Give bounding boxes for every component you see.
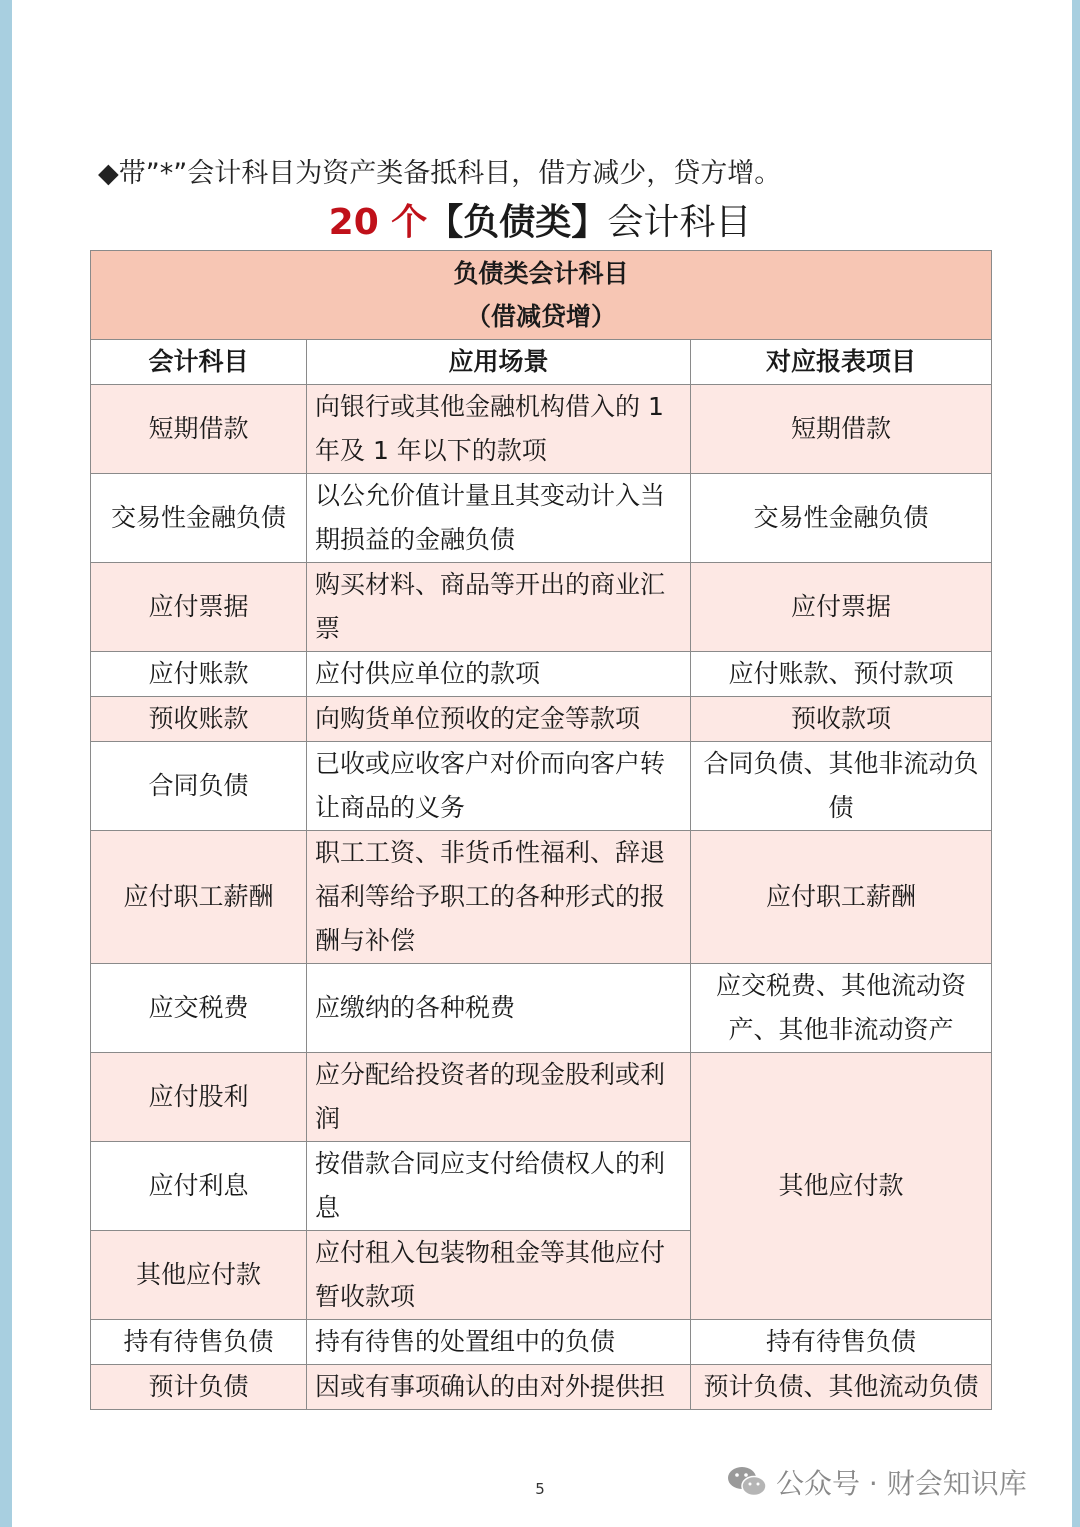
page-title [0,198,1080,248]
cell-report: 预收款项 [691,697,992,742]
cell-report: 应付职工薪酬 [691,831,992,964]
cell-subject: 应付利息 [91,1142,307,1231]
table-row [91,964,992,1053]
header-scenario: 应用场景 [307,340,691,385]
cell-subject: 应付账款 [91,652,307,697]
table-row [91,652,992,697]
cell-subject: 应付职工薪酬 [91,831,307,964]
cell-scenario: 购买材料、商品等开出的商业汇票 [307,563,691,652]
cell-report: 应付账款、预付款项 [691,652,992,697]
cell-scenario: 以公允价值计量且其变动计入当期损益的金融负债 [307,474,691,563]
cell-scenario: 因或有事项确认的由对外提供担 [307,1365,691,1410]
table-row [91,697,992,742]
cell-subject: 交易性金融负债 [91,474,307,563]
table-caption-line1: 负债类会计科目 [453,259,629,288]
cell-scenario: 已收或应收客户对价而向客户转让商品的义务 [307,742,691,831]
cell-scenario: 持有待售的处置组中的负债 [307,1320,691,1365]
cell-scenario: 应缴纳的各种税费 [307,964,691,1053]
cell-report: 交易性金融负债 [691,474,992,563]
cell-subject: 短期借款 [91,385,307,474]
table-header-row [91,340,992,385]
cell-report: 持有待售负债 [691,1320,992,1365]
wechat-icon [726,1464,768,1500]
table-row [91,385,992,474]
cell-report: 合同负债、其他非流动负债 [691,742,992,831]
cell-subject: 合同负债 [91,742,307,831]
cell-scenario: 应付供应单位的款项 [307,652,691,697]
cell-report: 短期借款 [691,385,992,474]
cell-report: 应交税费、其他流动资产、其他非流动资产 [691,964,992,1053]
cell-subject: 应付票据 [91,563,307,652]
table-caption-line2: （借减贷增） [465,302,616,331]
cell-report: 其他应付款 [691,1053,992,1320]
cell-scenario: 向银行或其他金融机构借入的 1 年及 1 年以下的款项 [307,385,691,474]
cell-scenario: 向购货单位预收的定金等款项 [307,697,691,742]
cell-report: 应付票据 [691,563,992,652]
watermark-text: 公众号 · 财会知识库 [776,1467,1027,1500]
cell-subject: 应付股利 [91,1053,307,1142]
table-row [91,1320,992,1365]
header-subject: 会计科目 [91,340,307,385]
cell-subject: 应交税费 [91,964,307,1053]
cell-subject: 预计负债 [91,1365,307,1410]
table-caption [91,251,992,340]
title-count: 20 个 [328,202,428,243]
cell-scenario: 应付租入包装物租金等其他应付暂收款项 [307,1231,691,1320]
table-row [91,1365,992,1410]
table-row [91,742,992,831]
table-row [91,563,992,652]
table-row [91,474,992,563]
cell-report: 预计负债、其他流动负债 [691,1365,992,1410]
table-caption-row [91,251,992,340]
table-row [91,831,992,964]
title-bracket: 【负债类】 [427,202,608,243]
page-number: 5 [535,1480,545,1498]
cell-scenario: 职工工资、非货币性福利、辞退福利等给予职工的各种形式的报酬与补偿 [307,831,691,964]
title-rest: 会计科目 [607,202,752,243]
cell-subject: 其他应付款 [91,1231,307,1320]
cell-subject: 持有待售负债 [91,1320,307,1365]
cell-scenario: 按借款合同应支付给债权人的利息 [307,1142,691,1231]
liability-accounts-table [90,250,992,1410]
watermark [726,1462,1027,1502]
table-row [91,1053,992,1142]
note-text: ◆带”*”会计科目为资产类备抵科目，借方减少，贷方增。 [98,158,782,189]
cell-subject: 预收账款 [91,697,307,742]
header-report: 对应报表项目 [691,340,992,385]
cell-scenario: 应分配给投资者的现金股利或利润 [307,1053,691,1142]
